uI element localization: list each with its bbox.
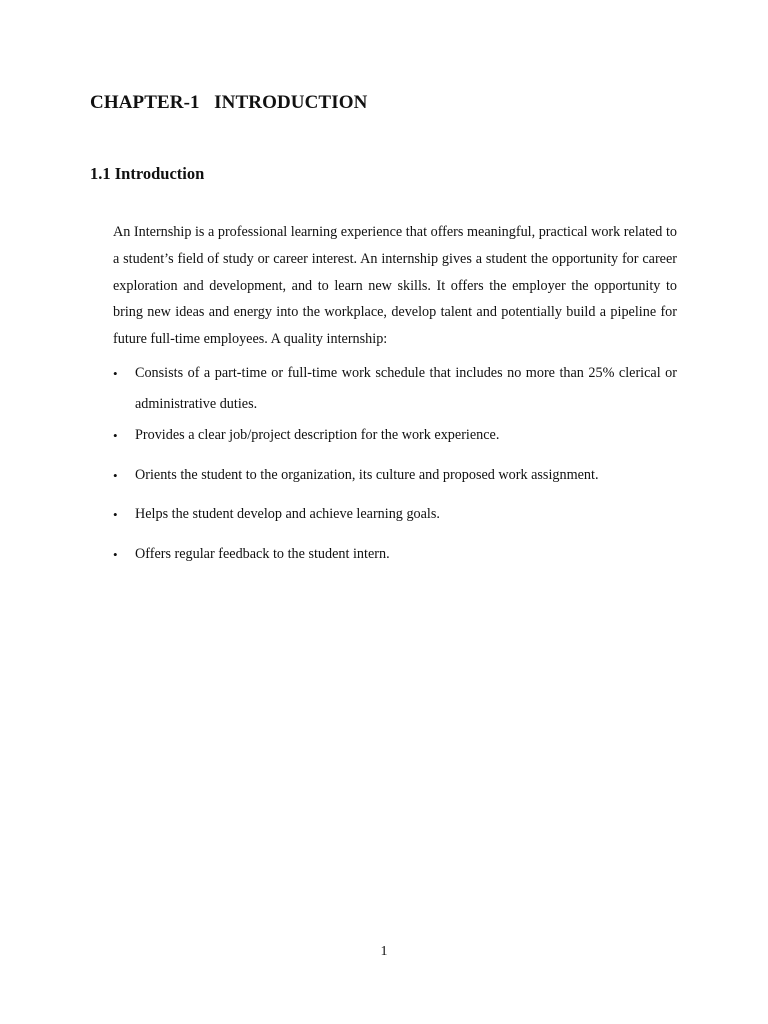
list-item	[113, 539, 677, 570]
bullet-icon: •	[113, 507, 118, 522]
list-item-text: Offers regular feedback to the student intern.	[135, 545, 390, 562]
bullet-list	[113, 358, 677, 578]
section-heading: 1.1 Introduction	[90, 164, 205, 183]
list-item	[113, 420, 677, 451]
list-item	[113, 358, 677, 420]
list-item	[113, 499, 677, 530]
page-number: 1	[380, 944, 388, 959]
bullet-icon: •	[113, 546, 118, 562]
chapter-title: CHAPTER-1 INTRODUCTION	[90, 92, 368, 113]
bullet-icon: •	[113, 467, 118, 483]
list-item	[113, 460, 677, 491]
list-item-text: Helps the student develop and achieve learning goals.	[135, 506, 440, 522]
list-item-text: Orients the student to the organization, its culture and proposed work assignment.	[135, 466, 599, 483]
list-item-text: Consists of a part-time or full-time work schedule that includes no more than 25% clerical or administrative duties.	[135, 365, 677, 412]
bullet-icon: •	[113, 428, 118, 443]
list-item-text: Provides a clear job/project description for the work experience.	[135, 427, 500, 443]
bullet-icon: •	[113, 366, 118, 381]
intro-paragraph: An Internship is a professional learning experience that offers meaningful, practical work related to a student’s field of study or career interest. An internship gives a student the opportunity for career exploration and development, and to learn new skills. It offers the employer the opportunity to bring new ideas and energy into the workplace, develop talent and potentially build a pipeline for future full-time employees. A quality internship:	[113, 224, 677, 348]
